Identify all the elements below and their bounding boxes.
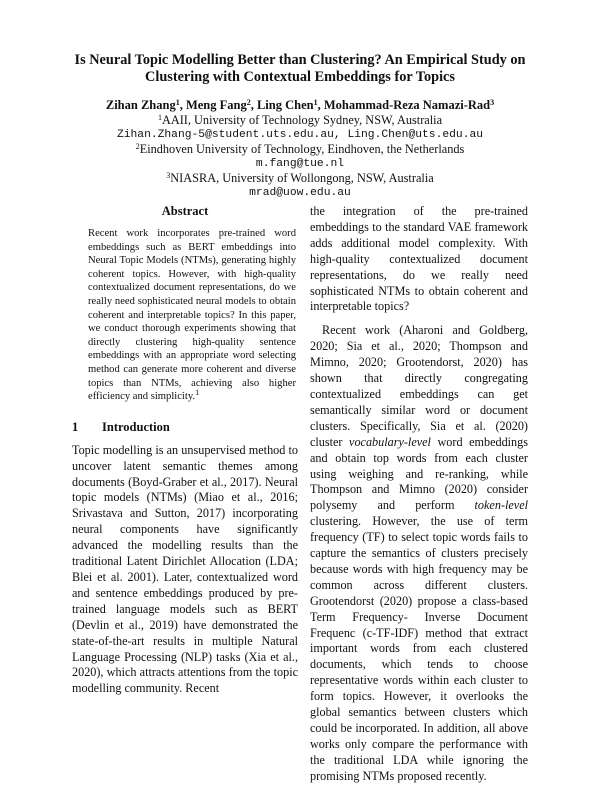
affiliation-3-email: mrad@uow.edu.au [249, 186, 351, 199]
footnote-mark: 1 [195, 388, 200, 398]
author-name: Zihan Zhang [105, 98, 176, 112]
author-name: Mohammad-Reza Namazi-Rad [323, 98, 491, 112]
emphasis-text: vocabulary-level [349, 434, 431, 449]
author-list: Zihan Zhang$^1$, Meng Fang$^2$, Ling Chen$^1$, Mohammad-Reza Namazi-Rad$^3$ [105, 98, 495, 112]
abstract-text [88, 227, 296, 404]
affiliation-3 [0, 171, 600, 186]
paragraph-text: word embeddings and obtain top words from each cluster using weighing and re-ranking, while Thompson and Mimno (2020) consider polysemy and perform [310, 434, 528, 513]
right-body [310, 204, 528, 785]
author-affil-mark: 3 [490, 98, 495, 107]
paper-title [0, 52, 600, 86]
affiliation-2-email: m.fang@tue.nl [255, 157, 345, 170]
affiliation-1 [0, 113, 600, 128]
affiliation-1-email: Zihan.Zhang-5@student.uts.edu.au, Ling.Chen@uts.edu.au [116, 128, 484, 141]
affil-name: NIASRA, University of Wollongong, NSW, Australia [170, 171, 434, 186]
right-paragraph-2 [310, 323, 528, 784]
right-column [310, 204, 528, 785]
section-heading-introduction [72, 420, 298, 435]
title-line-2: Clustering with Contextual Embeddings for Topics [145, 69, 455, 85]
affiliation-2 [0, 142, 600, 157]
affil-name: AAII, University of Technology Sydney, NSW, Australia [161, 113, 443, 127]
abstract-body: Recent work incorporates pre-trained word embeddings such as BERT embeddings into Neural Topic Models (NTMs), generating highly coherent topics. However, with high-quality contextualized document representations, do we really need sophisticated neural models to obtain coherent and interpretable topics? In this paper, we conduct thorough experiments showing that directly clustering high-quality sentence embeddings with an appropriate word selecting method can generate more coherent and diverse topics than NTMs, achieving also higher efficiency and simplicity. [88, 228, 296, 403]
intro-paragraph: Topic modelling is an unsupervised method to uncover latent semantic themes among documents (Boyd-Graber et al., 2017). Neural topic models (NTMs) (Miao et al., 2016; Srivastava and Sutton, 2017) incorporating neural components have significantly advanced the modelling results than the traditional Latent Dirichlet Allocation (LDA; Blei et al. 2001). Later, contextualized word and sentence embeddings produced by pre-trained language models such as BERT (Devlin et al., 2019) have demonstrated the state-of-the-art results in multiple Natural Language Processing (NLP) tasks (Xia et al., 2020), which attracts attentions from the topic modelling community. Recent [72, 442, 298, 696]
affil-mark: 2 [135, 142, 140, 152]
author-name: Ling Chen [256, 98, 314, 112]
left-column [72, 204, 298, 697]
author-name: Meng Fang [185, 98, 247, 112]
paragraph-text: Recent work (Aharoni and Goldberg, 2020; Sia et al., 2020; Thompson and Mimno, 2020; Grootendorst, 2020) has shown that directly congregating contextualized embeddings can get semantically similar word or document clusters. Specifically, Sia et al. (2020) cluster [310, 323, 528, 449]
affil-name: Eindhoven University of Technology, Eindhoven, the Netherlands [139, 142, 465, 157]
author-affil-mark: 2 [246, 98, 251, 107]
paragraph-text: clustering. However, the use of term frequency (TF) to select topic words fails to capture the semantics of clusters precisely because words with high frequency may be common across different clusters. Grootendorst (2020) propose a class-based Term Frequency- Inverse Document Frequenc (c-TF-IDF) method that extract important words from each clustered documents, which tends to choose representative words within each cluster to form topics. However, it overlooks the global semantics between clusters which could be incorporated. In addition, all above works only compare the performance with the traditional LDA while ignoring the promising NTMs proposed recently. [310, 514, 528, 783]
author-affil-mark: 1 [313, 98, 318, 107]
abstract-heading: Abstract [161, 204, 209, 218]
right-paragraph-1: the integration of the pre-trained embeddings to the standard VAE framework adds additional model complexity. With high-quality contextualized document representations, do we really need sophisticated NTMs to obtain coherent and interpretable topics? [310, 204, 528, 314]
section-title: Introduction [102, 419, 170, 434]
affil-mark: 1 [157, 113, 162, 122]
author-affil-mark: 1 [175, 98, 180, 107]
affil-mark: 3 [166, 171, 171, 181]
title-line-1: Is Neural Topic Modelling Better than Clustering? An Empirical Study on [74, 52, 526, 68]
intro-body [72, 443, 298, 698]
emphasis-text: token-level [474, 498, 528, 513]
abstract [88, 227, 296, 404]
section-number: 1 [72, 419, 79, 434]
title-block [0, 52, 600, 201]
